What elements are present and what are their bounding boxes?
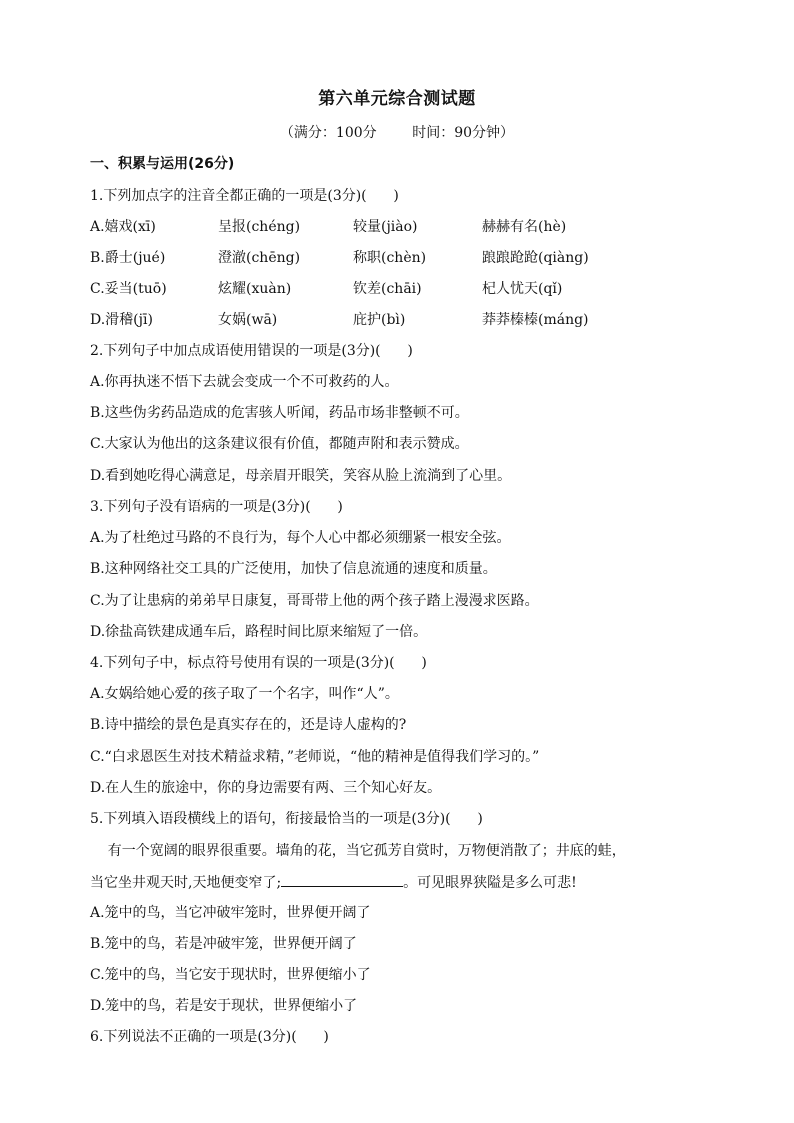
question-5-option-a: A.笼中的鸟，当它冲破牢笼时，世界便开阔了 — [90, 905, 371, 921]
question-1-option-a — [90, 217, 730, 237]
question-5-passage-line-1: 有一个宽阔的眼界很重要。墙角的花，当它孤芳自赏时，万物便消散了；井底的蛙， — [90, 843, 626, 859]
question-3-option-b: B.这种网络社交工具的广泛使用，加快了信息流通的速度和质量。 — [90, 561, 497, 577]
question-4-option-b: B.诗中描绘的景色是真实存在的，还是诗人虚构的? — [90, 717, 407, 733]
option-cell: 钦差(chāi) — [353, 281, 422, 297]
option-cell: 女娲(wā) — [218, 312, 278, 328]
question-3-option-d: D.徐盐高铁建成通车后，路程时间比原来缩短了一倍。 — [90, 624, 428, 640]
option-cell: D.滑稽(jī) — [90, 312, 153, 328]
question-4-stem: 4.下列句子中，标点符号使用有误的一项是(3分)( ) — [90, 655, 427, 671]
option-cell: 杞人忧天(qǐ) — [482, 281, 563, 297]
option-cell: C.妥当(tuō) — [90, 281, 167, 297]
question-2-option-c: C.大家认为他出的这条建议很有价值，都随声附和表示赞成。 — [90, 436, 469, 452]
question-2-option-b: B.这些伪劣药品造成的危害骇人听闻，药品市场非整顿不可。 — [90, 405, 469, 421]
question-5-option-d: D.笼中的鸟，若是安于现状，世界便缩小了 — [90, 998, 358, 1014]
option-cell: 称职(chèn) — [353, 250, 427, 266]
question-4-option-d: D.在人生的旅途中，你的身边需要有两、三个知心好友。 — [90, 780, 442, 796]
question-1-stem: 1.下列加点字的注音全都正确的一项是(3分)( ) — [90, 188, 399, 204]
question-3-option-c: C.为了让患病的弟弟早日康复，哥哥带上他的两个孩子踏上漫漫求医路。 — [90, 593, 539, 609]
question-2-option-d: D.看到她吃得心满意足，母亲眉开眼笑，笑容从脸上流淌到了心里。 — [90, 468, 512, 484]
question-2-stem: 2.下列句子中加点成语使用错误的一项是(3分)( ) — [90, 343, 413, 359]
question-3-option-a: A.为了杜绝过马路的不良行为，每个人心中都必须绷紧一根安全弦。 — [90, 530, 511, 546]
option-cell: B.爵士(jué) — [90, 250, 166, 266]
question-1-option-d — [90, 310, 730, 330]
question-4-option-c: C.“白求恩医生对技术精益求精，”老师说，“他的精神是值得我们学习的。” — [90, 749, 540, 765]
question-1-option-b — [90, 248, 730, 268]
question-4-option-a: A.女娲给她心爱的孩子取了一个名字，叫作“人”。 — [90, 686, 399, 702]
option-cell: 呈报(chéng) — [218, 219, 301, 235]
option-cell: 踉踉跄跄(qiàng) — [482, 250, 589, 266]
option-cell: 炫耀(xuàn) — [218, 281, 292, 297]
option-cell: 庇护(bì) — [353, 312, 406, 328]
option-cell: 较量(jiào) — [353, 219, 418, 235]
question-5-passage-line-2 — [90, 872, 577, 893]
page-subtitle: （满分：100分 时间：90分钟） — [279, 125, 515, 141]
question-1-option-c — [90, 279, 730, 299]
passage-text: 当它坐井观天时,天地便变窄了; — [90, 875, 282, 891]
option-cell: A.嬉戏(xī) — [90, 219, 156, 235]
question-5-option-c: C.笼中的鸟，当它安于现状时，世界便缩小了 — [90, 967, 371, 983]
page-title: 第六单元综合测试题 — [318, 89, 476, 109]
fill-in-blank — [281, 872, 403, 887]
passage-text: 。可见眼界狭隘是多么可悲! — [403, 875, 577, 891]
option-cell: 莽莽榛榛(máng) — [482, 312, 589, 328]
question-3-stem: 3.下列句子没有语病的一项是(3分)( ) — [90, 499, 343, 515]
section-heading: 一、积累与运用(26分) — [90, 156, 235, 172]
question-6-stem: 6.下列说法不正确的一项是(3分)( ) — [90, 1029, 329, 1045]
question-2-option-a: A.你再执迷不悟下去就会变成一个不可救药的人。 — [90, 374, 399, 390]
option-cell: 赫赫有名(hè) — [482, 219, 567, 235]
option-cell: 澄澈(chēng) — [218, 250, 301, 266]
question-5-option-b: B.笼中的鸟，若是冲破牢笼，世界便开阔了 — [90, 936, 357, 952]
question-5-stem: 5.下列填入语段横线上的语句，衔接最恰当的一项是(3分)( ) — [90, 811, 483, 827]
